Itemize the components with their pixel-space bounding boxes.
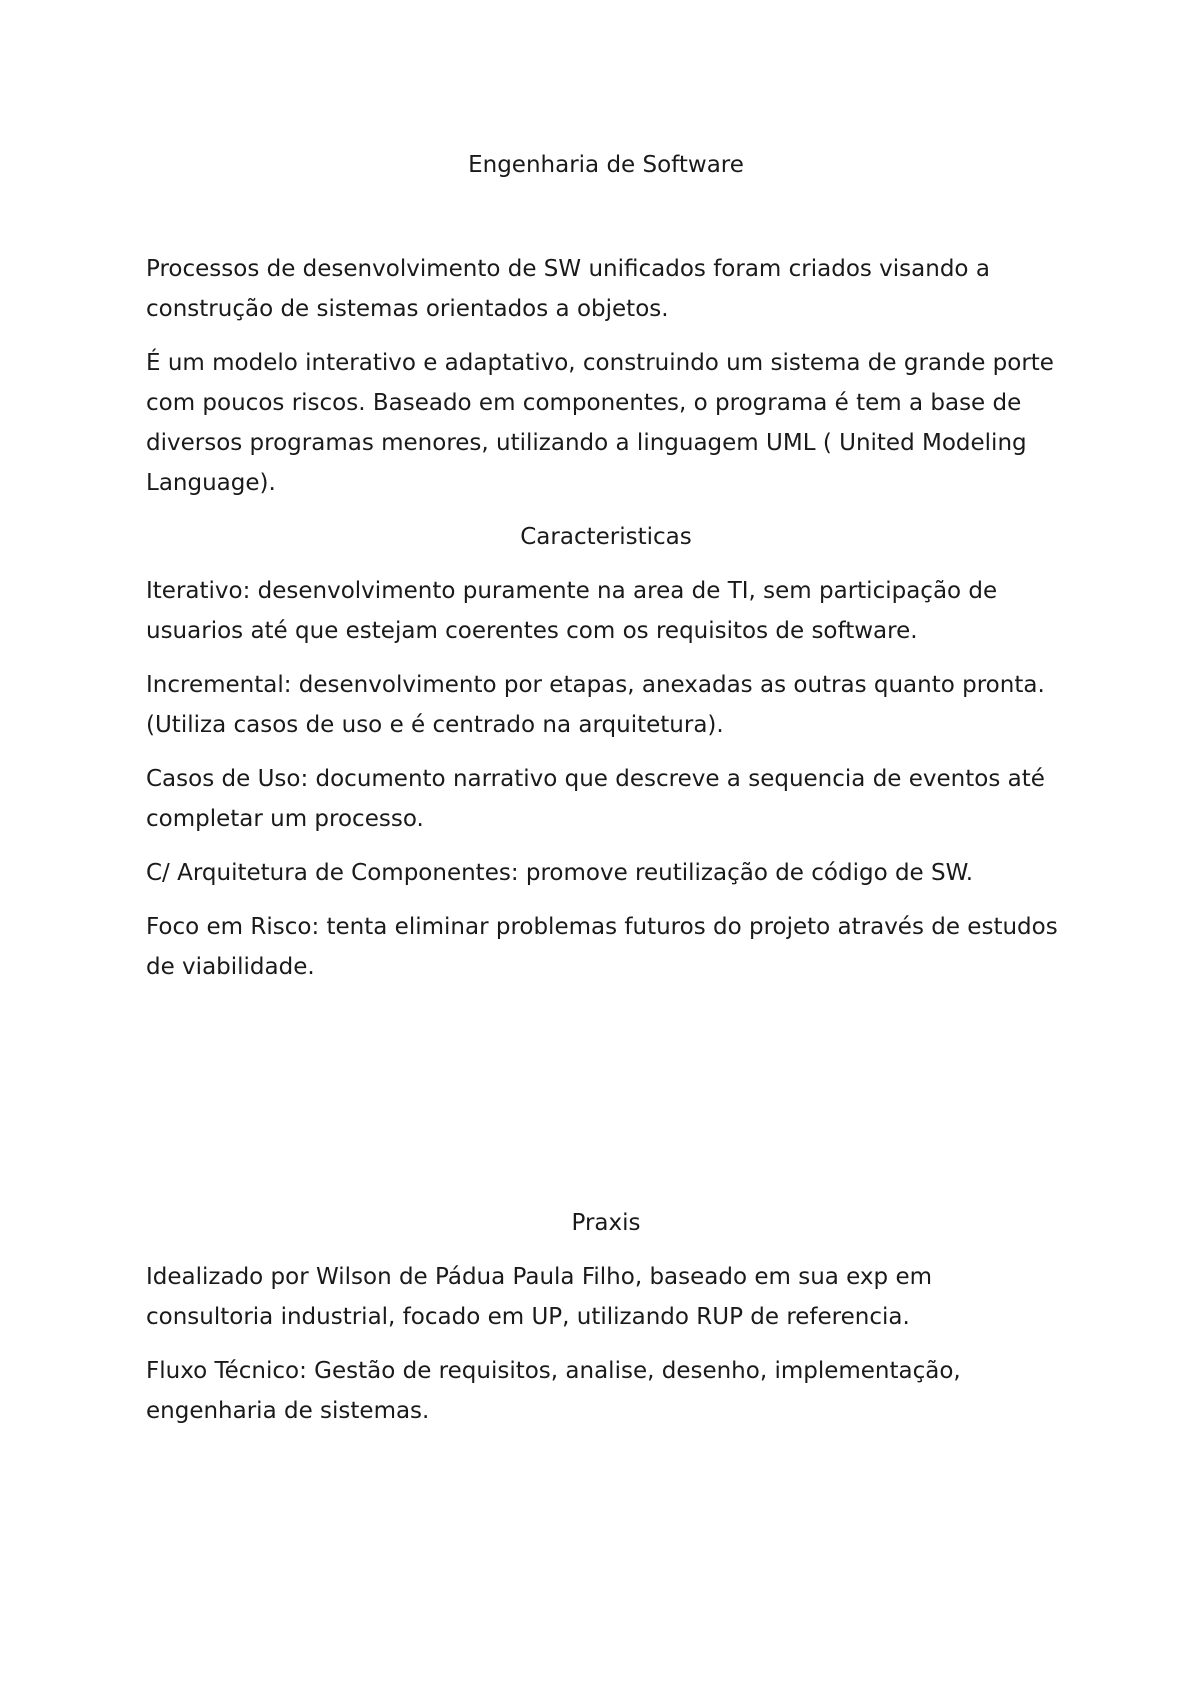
section-gap	[146, 1001, 1066, 1203]
paragraph-arquitetura: C/ Arquitetura de Componentes: promove reutilização de código de SW.	[146, 860, 974, 886]
paragraph-intro-1: Processos de desenvolvimento de SW unificados foram criados visando a construção de sistemas orientados a objetos.	[146, 256, 990, 322]
paragraph-fluxo-tecnico: Fluxo Técnico: Gestão de requisitos, analise, desenho, implementação, engenharia de sistemas.	[146, 1358, 961, 1424]
paragraph-incremental: Incremental: desenvolvimento por etapas, anexadas as outras quanto pronta. (Utiliza casos de uso e é centrado na arquitetura).	[146, 672, 1045, 738]
paragraph-intro-2: É um modelo interativo e adaptativo, construindo um sistema de grande porte com poucos riscos. Baseado em componentes, o programa é tem a base de diversos programas menores, utilizando a linguagem UML ( United Modeling Language).	[146, 350, 1054, 496]
paragraph-foco-em-risco: Foco em Risco: tenta eliminar problemas futuros do projeto através de estudos de viabilidade.	[146, 914, 1058, 980]
paragraph-casos-de-uso: Casos de Uso: documento narrativo que descreve a sequencia de eventos até completar um processo.	[146, 766, 1045, 832]
heading-praxis: Praxis	[571, 1210, 641, 1236]
document-title: Engenharia de Software	[468, 152, 744, 178]
heading-caracteristicas: Caracteristicas	[520, 524, 692, 550]
paragraph-iterativo: Iterativo: desenvolvimento puramente na area de TI, sem participação de usuarios até que estejam coerentes com os requisitos de software.	[146, 578, 998, 644]
paragraph-praxis-1: Idealizado por Wilson de Pádua Paula Filho, baseado em sua exp em consultoria industrial, focado em UP, utilizando RUP de referencia.	[146, 1264, 932, 1330]
document-body	[146, 145, 1066, 1445]
